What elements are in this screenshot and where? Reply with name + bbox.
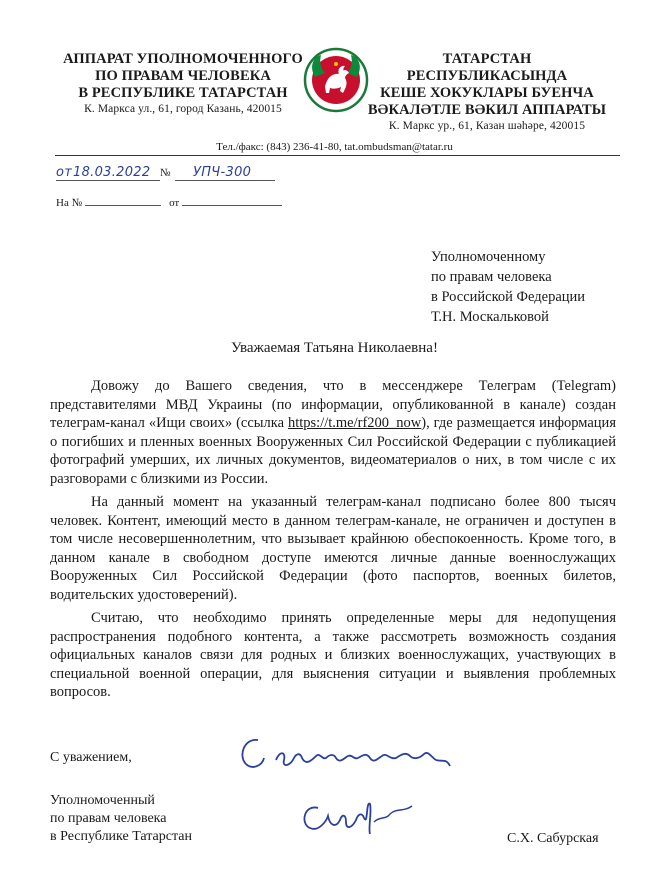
header-right-block	[362, 51, 612, 133]
letter-body	[50, 377, 616, 707]
header-divider	[55, 155, 620, 156]
number-underline	[175, 180, 275, 181]
reference-line	[56, 165, 286, 185]
header-left-line1: АППАРАТ УПОЛНОМОЧЕННОГО	[63, 51, 303, 67]
body-paragraph-1	[50, 377, 616, 488]
body-paragraph-2: На данный момент на указанный телеграм-канал подписано более 800 тысяч человек. Контент, имеющий место в данном телеграм-канале, не ограничен и доступен в том числе несовершеннолетним, что вызывает крайнюю обеспокоенность. Кроме того, в данном канале в свободном доступе имеются личные данные военнослужащих Вооруженных Сил Российской Федерации (фото паспортов, военных билетов, водительских удостоверений).	[50, 494, 616, 603]
reply-reference-line	[56, 194, 282, 209]
reply-number-blank	[85, 194, 161, 206]
handwritten-signature	[296, 792, 421, 842]
signer-title-block	[50, 792, 192, 846]
header-contacts: Тел./факс: (843) 236-41-80, tat.ombudsman@tatar.ru	[216, 141, 453, 153]
signer-title-line3: в Республике Татарстан	[50, 829, 192, 844]
reference-date-prefix: от	[56, 165, 73, 180]
header-left-address: К. Маркса ул., 61, город Казань, 420015	[84, 103, 282, 115]
header-left-line3: В РЕСПУБЛИКЕ ТАТАРСТАН	[78, 85, 288, 101]
paragraph-1-text-a: Довожу до Вашего сведения, что в мессенджере Телеграм (Telegram) представителями МВД Украины (по информации, опубликованной в канале) создан телеграм-канал «Ищи своих» (ссылка	[50, 378, 616, 431]
tatarstan-emblem-icon	[303, 47, 369, 113]
recipient-block	[431, 247, 585, 327]
reference-number: УПЧ-300	[193, 165, 252, 180]
greeting: Уважаемая Татьяна Николаевна!	[231, 340, 438, 356]
signer-title-line1: Уполномоченный	[50, 793, 155, 808]
header-right-address: К. Маркс ур., 61, Казан шәһәре, 420015	[388, 120, 586, 132]
header-right-line3: ВӘКАЛӘТЛЕ ВӘКИЛ АППАРАТЫ	[367, 102, 607, 118]
header-left-line2: ПО ПРАВАМ ЧЕЛОВЕКА	[95, 68, 271, 84]
reply-from-prefix: от	[169, 197, 180, 209]
signer-name: С.Х. Сабурская	[507, 831, 599, 846]
header-right-line1: ТАТАРСТАН РЕСПУБЛИКАСЫНДА	[406, 51, 568, 84]
paragraph-1-text-b: ), где размещается информация о погибших и пленных военных Вооруженных Сил Российской Федерации с публикацией фотографий умерших, их личных документов, видеоматериалов о них, в том числе с их разговорами с близкими из России.	[50, 415, 616, 487]
telegram-channel-link[interactable]: https://t.me/rf200_now	[287, 415, 422, 431]
signer-title-line2: по правам человека	[50, 811, 167, 826]
reply-number-prefix: На №	[56, 197, 83, 209]
header-right-line2: КЕШЕ ХОКУКЛАРЫ БУЕНЧА	[380, 85, 594, 101]
closing-phrase: С уважением,	[50, 750, 132, 765]
handwritten-note	[236, 730, 466, 780]
date-underline	[56, 180, 160, 181]
reference-date: 18.03.2022	[73, 165, 151, 180]
header-left-block	[58, 51, 308, 116]
reference-number-sign: №	[160, 167, 171, 179]
handwritten-note-ink	[236, 730, 466, 780]
reply-date-blank	[182, 194, 282, 206]
recipient-line1: Уполномоченному	[431, 249, 546, 265]
recipient-line2: по правам человека	[431, 269, 552, 285]
recipient-line3: в Российской Федерации	[431, 289, 586, 305]
recipient-name: Т.Н. Москальковой	[431, 309, 549, 325]
body-paragraph-3: Считаю, что необходимо принять определенные меры для недопущения распространения подобного контента, а также рассмотреть возможность создания официальных каналов связи для родных и близких военнослужащих, участвующих в специальной военной операции, для выяснения ситуации и выявления проблемных вопросов.	[50, 610, 616, 700]
